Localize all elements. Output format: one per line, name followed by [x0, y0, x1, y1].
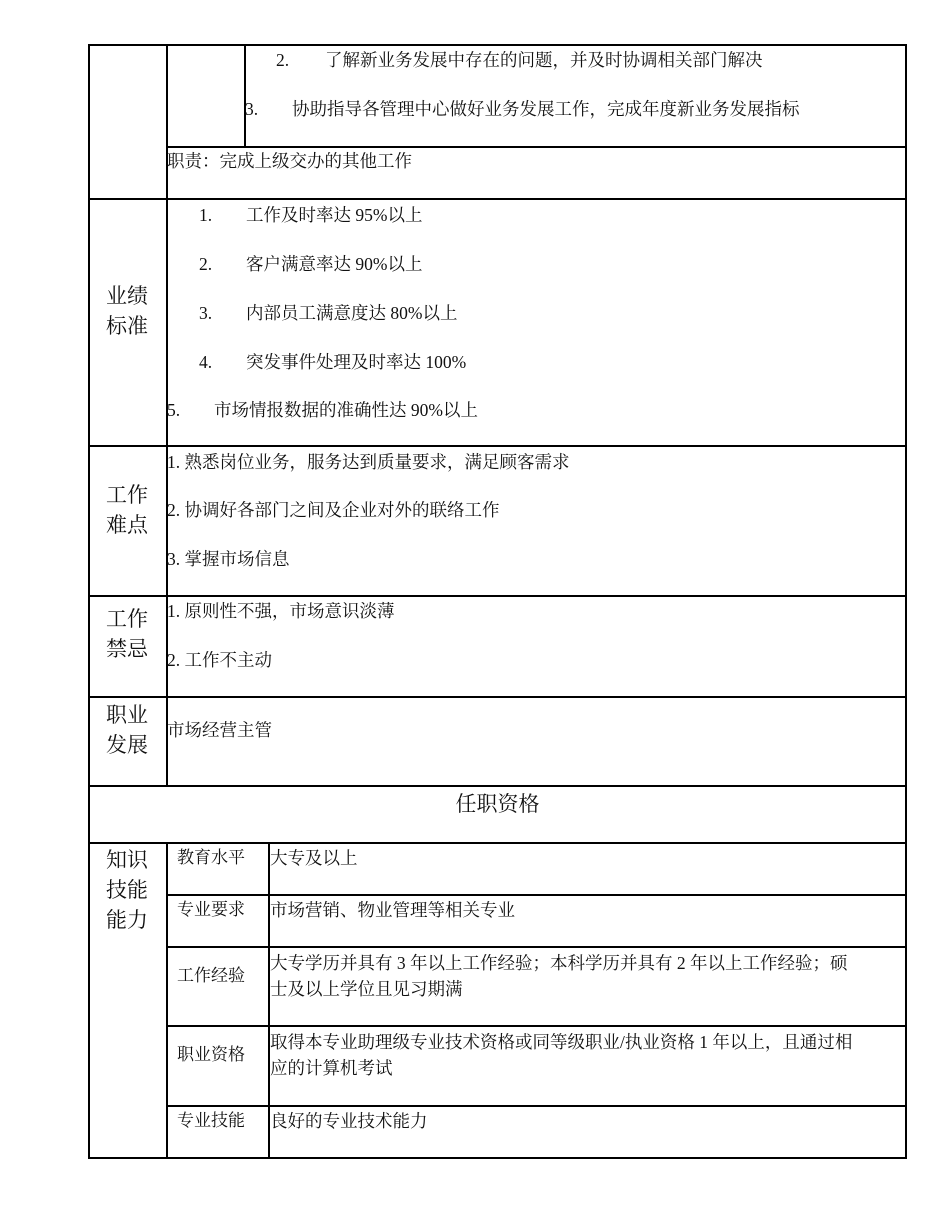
duty-item-3-num: 3. — [245, 99, 259, 119]
qualification-label-line-3: 能力 — [106, 908, 148, 932]
career-label-line-2: 发展 — [106, 733, 148, 757]
qual-value-certification-line-2: 应的计算机考试 — [270, 1058, 393, 1078]
performance-label — [89, 281, 165, 341]
qualification-label-line-2: 技能 — [106, 878, 148, 902]
border-top — [88, 44, 907, 46]
qual-key-skills: 专业技能 — [177, 1111, 245, 1130]
performance-item-text: 内部员工满意度达 80%以上 — [246, 303, 458, 323]
qual-row-divider-4 — [166, 1105, 906, 1107]
taboo-label-line-2: 禁忌 — [106, 637, 148, 661]
border-bottom — [88, 1157, 907, 1159]
row-divider-6 — [88, 842, 907, 844]
qual-value-experience-line-2: 士及以上学位且见习期满 — [270, 979, 463, 999]
duty-other: 职责：完成上级交办的其他工作 — [167, 151, 412, 171]
qual-key-certification: 职业资格 — [177, 1045, 245, 1064]
difficulty-item: 3. 掌握市场信息 — [167, 549, 290, 569]
performance-item-num: 1. — [199, 205, 213, 225]
qual-value-certification-line-1: 取得本专业助理级专业技术资格或同等级职业/执业资格 1 年以上，且通过相 — [270, 1032, 853, 1052]
duty-item-2-text: 了解新业务发展中存在的问题，并及时协调相关部门解决 — [325, 50, 763, 70]
difficulty-label-line-2: 难点 — [106, 513, 148, 537]
duty-item-3-text: 协助指导各管理中心做好业务发展工作，完成年度新业务发展指标 — [292, 99, 800, 119]
career-text: 市场经营主管 — [167, 720, 272, 740]
border-left — [88, 44, 90, 1158]
duties-row-divider — [166, 146, 906, 148]
qualification-heading: 任职资格 — [455, 792, 540, 816]
difficulty-label — [89, 480, 165, 540]
duties-subcell-divider — [244, 44, 246, 146]
qual-key-education: 教育水平 — [177, 848, 245, 867]
qual-row-divider-1 — [166, 894, 906, 896]
performance-label-line-2: 标准 — [106, 314, 148, 338]
row-divider-4 — [88, 696, 907, 698]
career-label-line-1: 职业 — [106, 703, 148, 727]
taboo-item: 1. 原则性不强，市场意识淡薄 — [167, 601, 395, 621]
performance-item-text: 客户满意率达 90%以上 — [246, 254, 423, 274]
qual-row-divider-3 — [166, 1025, 906, 1027]
border-right — [905, 44, 907, 1158]
performance-item-num: 3. — [199, 303, 213, 323]
qual-key-experience: 工作经验 — [177, 966, 245, 985]
qual-key-major: 专业要求 — [177, 900, 245, 919]
qual-value-skills: 良好的专业技术能力 — [270, 1111, 428, 1131]
difficulty-label-line-1: 工作 — [106, 483, 148, 507]
duty-item-2-num: 2. — [276, 50, 290, 70]
label-column-divider-lower — [166, 842, 168, 1158]
performance-item-num: 2. — [199, 254, 213, 274]
qual-row-divider-2 — [166, 946, 906, 948]
taboo-label — [89, 604, 165, 664]
taboo-item: 2. 工作不主动 — [167, 650, 272, 670]
row-divider-3 — [88, 595, 907, 597]
qualification-label-line-1: 知识 — [106, 848, 148, 872]
row-divider-5 — [88, 785, 907, 787]
performance-item-num: 5. — [167, 400, 181, 420]
performance-item-text: 工作及时率达 95%以上 — [246, 205, 423, 225]
qual-value-experience-line-1: 大专学历并具有 3 年以上工作经验；本科学历并具有 2 年以上工作经验；硕 — [270, 953, 848, 973]
row-divider-1 — [88, 198, 907, 200]
qual-value-education: 大专及以上 — [270, 848, 358, 868]
qualification-label — [89, 845, 165, 935]
difficulty-item: 1. 熟悉岗位业务，服务达到质量要求，满足顾客需求 — [167, 452, 570, 472]
performance-item-num: 4. — [199, 352, 213, 372]
row-divider-2 — [88, 445, 907, 447]
difficulty-item: 2. 协调好各部门之间及企业对外的联络工作 — [167, 500, 500, 520]
performance-label-line-1: 业绩 — [106, 284, 148, 308]
qual-value-major: 市场营销、物业管理等相关专业 — [270, 900, 515, 920]
performance-item-text: 市场情报数据的准确性达 90%以上 — [214, 400, 478, 420]
taboo-label-line-1: 工作 — [106, 607, 148, 631]
performance-item-text: 突发事件处理及时率达 100% — [246, 352, 467, 372]
career-label — [89, 700, 165, 760]
